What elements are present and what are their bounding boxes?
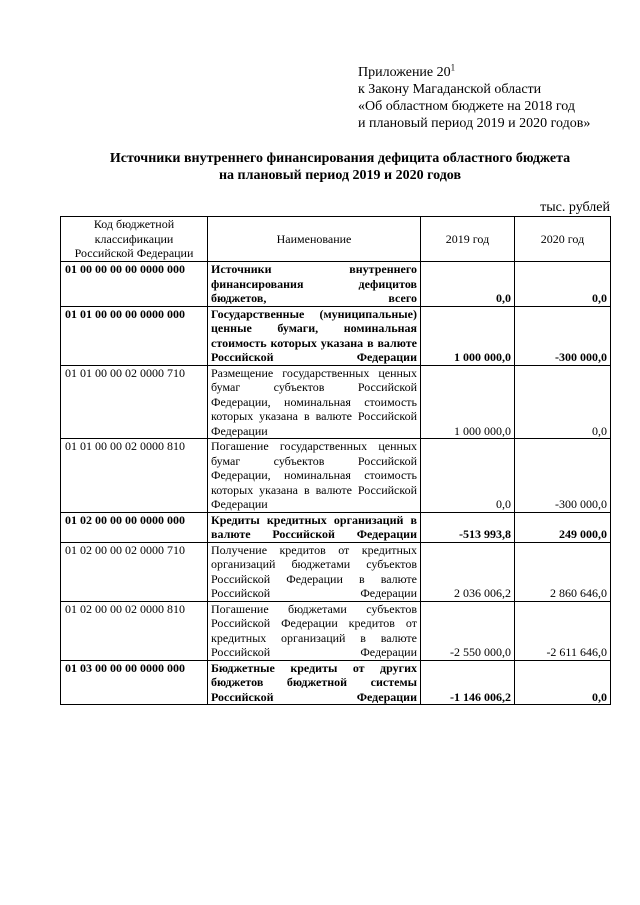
row-value-2019: 1 000 000,0 — [421, 365, 515, 439]
row-value-2019: 1 000 000,0 — [421, 306, 515, 365]
table-row — [61, 512, 611, 542]
financing-table — [60, 216, 611, 705]
row-name: Бюджетные кредиты от других бюджетов бюджетной системы Российской Федерации — [208, 660, 421, 705]
table-row — [61, 542, 611, 601]
table-row — [61, 660, 611, 705]
header-2019: 2019 год — [421, 217, 515, 262]
annex-line-3: «Об областном бюджете на 2018 год — [358, 99, 575, 114]
table-header-row — [61, 217, 611, 262]
table-row — [61, 601, 611, 660]
row-value-2020: 0,0 — [515, 262, 611, 307]
row-name: Источники внутреннего финансирования дефицитов бюджетов, всего — [208, 262, 421, 307]
row-value-2020: 2 860 646,0 — [515, 542, 611, 601]
row-value-2020: -300 000,0 — [515, 439, 611, 513]
title-line-1: Источники внутреннего финансирования дефицита областного бюджета — [109, 151, 571, 166]
document-title — [60, 150, 620, 184]
row-value-2020: -300 000,0 — [515, 306, 611, 365]
row-value-2020: 249 000,0 — [515, 512, 611, 542]
row-name: Размещение государственных ценных бумаг субъектов Российской Федерации, номинальная стоимость которых указана в валюте Российской Федерации — [208, 365, 421, 439]
row-code: 01 01 00 00 00 0000 000 — [61, 306, 208, 365]
row-value-2019: 0,0 — [421, 439, 515, 513]
row-name: Погашение государственных ценных бумаг субъектов Российской Федерации, номинальная стоимость которых указана в валюте Российской Федерации — [208, 439, 421, 513]
table-row — [61, 262, 611, 307]
row-code: 01 03 00 00 00 0000 000 — [61, 660, 208, 705]
row-code: 01 02 00 00 02 0000 710 — [61, 542, 208, 601]
row-value-2020: 0,0 — [515, 660, 611, 705]
header-2020: 2020 год — [515, 217, 611, 262]
row-code: 01 02 00 00 02 0000 810 — [61, 601, 208, 660]
row-value-2019: -2 550 000,0 — [421, 601, 515, 660]
header-code: Код бюджетной классификации Российской Федерации — [61, 217, 208, 262]
row-value-2020: -2 611 646,0 — [515, 601, 611, 660]
annex-line-1: Приложение $20^1$ — [358, 62, 456, 80]
table-row — [61, 365, 611, 439]
annex-line-2: к Закону Магаданской области — [358, 82, 542, 97]
row-name: Погашение бюджетами субъектов Российской Федерации кредитов от кредитных организаций в валюте Российской Федерации — [208, 601, 421, 660]
annex-header — [358, 64, 628, 132]
row-code: 01 01 00 00 02 0000 710 — [61, 365, 208, 439]
row-name: Кредиты кредитных организаций в валюте Российской Федерации — [208, 512, 421, 542]
row-name: Государственные (муниципальные) ценные бумаги, номинальная стоимость которых указана в валюте Российской Федерации — [208, 306, 421, 365]
row-code: 01 00 00 00 00 0000 000 — [61, 262, 208, 307]
units-label: тыс. рублей — [540, 200, 610, 215]
row-value-2019: 2 036 006,2 — [421, 542, 515, 601]
annex-line-4: и плановый период 2019 и 2020 годов» — [358, 116, 591, 131]
row-value-2019: 0,0 — [421, 262, 515, 307]
row-code: 01 02 00 00 00 0000 000 — [61, 512, 208, 542]
row-code: 01 01 00 00 02 0000 810 — [61, 439, 208, 513]
table-row — [61, 306, 611, 365]
title-line-2: на плановый период 2019 и 2020 годов — [218, 168, 462, 183]
row-value-2019: -1 146 006,2 — [421, 660, 515, 705]
annex-superscript: 1 — [450, 62, 456, 73]
header-name: Наименование — [208, 217, 421, 262]
row-value-2020: 0,0 — [515, 365, 611, 439]
row-value-2019: -513 993,8 — [421, 512, 515, 542]
table-row — [61, 439, 611, 513]
row-name: Получение кредитов от кредитных организаций бюджетами субъектов Российской Федерации в валюте Российской Федерации — [208, 542, 421, 601]
